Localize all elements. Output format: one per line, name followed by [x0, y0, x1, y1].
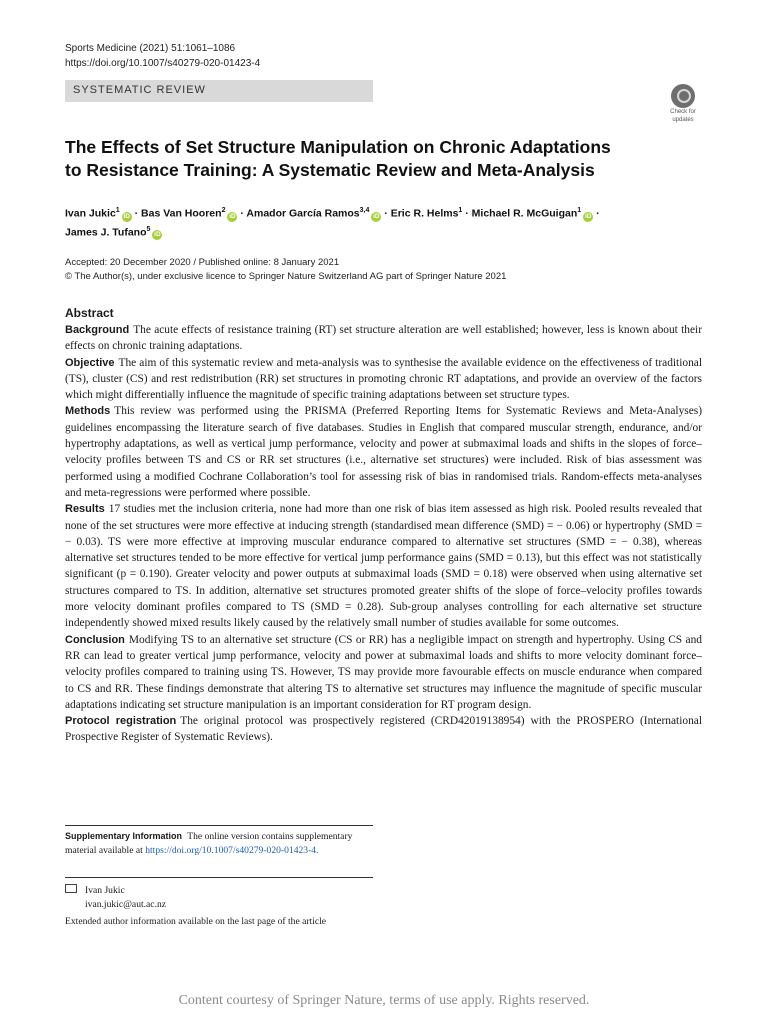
- doi-link[interactable]: https://doi.org/10.1007/s40279-020-01423-4: [65, 58, 261, 69]
- abstract-section: [65, 403, 702, 501]
- orcid-icon[interactable]: iD: [373, 212, 380, 220]
- orcid-icon[interactable]: iD: [154, 231, 161, 238]
- author-name: Eric R. Helms: [390, 207, 459, 220]
- journal-citation: Sports Medicine (2021) 51:1061–1086: [65, 43, 236, 54]
- supplementary-info: [65, 830, 373, 857]
- abstract-section: [65, 501, 702, 631]
- envelope-icon: [65, 884, 77, 893]
- author-name: James J. Tufano: [65, 226, 147, 238]
- section-text: The original protocol was prospectively registered (CRD42019138954) with the PROSPERO (International Prospective Register of Systematic Reviews).: [65, 715, 702, 744]
- orcid-icon[interactable]: iD: [584, 212, 592, 220]
- page-footer: Content courtesy of Springer Nature, terms of use apply. Rights reserved.: [178, 993, 590, 1008]
- section-text: Modifying TS to an alternative set structure (CS or RR) has a negligible impact on strength and hypertrophy. Using CS and RR can lead to greater vertical jump performance, velocity and power at submaximal loads and shifts to more velocity dominant force–velocity profiles compared to training using TS. However, TS may provide more favourable effects on muscle endurance when compared to CS and RR. These findings demonstrate that altering TS to alternative set structures may influence the magnitude of specific muscular adaptations indicating set structure manipulation is an important consideration for RT program design.: [65, 633, 702, 711]
- supplementary-link[interactable]: https://doi.org/10.1007/s40279-020-01423-4.: [145, 844, 319, 856]
- section-label: Conclusion: [65, 633, 125, 646]
- abstract-body: [65, 322, 702, 746]
- article-title: [65, 136, 665, 182]
- author-affiliation: 1: [115, 207, 120, 214]
- orcid-icon[interactable]: iD: [123, 212, 130, 220]
- accepted-published: Accepted: 20 December 2020 / Published online: 8 January 2021: [65, 257, 340, 268]
- orcid-icon[interactable]: iD: [229, 212, 236, 220]
- contact-name: Ivan Jukic: [85, 885, 125, 896]
- extended-author-info: Extended author information available on the last page of the article: [65, 916, 327, 927]
- author-name: Amador García Ramos: [246, 207, 360, 220]
- abstract-section: [65, 713, 702, 746]
- author-affiliation: 1: [577, 207, 582, 214]
- article-type-label: SYSTEMATIC REVIEW: [73, 84, 206, 96]
- section-text: This review was performed using the PRISMA (Preferred Reporting Items for Systematic Reviews and Meta-Analyses) guidelines encompassing the literature search of five databases. Studies in English that compared muscular strength, endurance, and/or hypertrophy adaptations, as well as vertical jump performance, velocity and power at submaximal loads and shifts in the slopes of force–velocity profiles between TS and CS or RR set structures (i.e., alternative set structures) were included. Risk of bias assessment was performed using a modified Cochrane Collaboration’s tool for assessing risk of bias in randomised trials. Random-effects meta-analyses and meta-regressions were performed where possible.: [65, 405, 702, 499]
- title-line-1: The Effects of Set Structure Manipulation on Chronic Adaptations: [65, 137, 611, 157]
- journal-header: [65, 41, 260, 71]
- author-affiliation: 2: [221, 207, 226, 214]
- section-label: Results: [65, 503, 105, 516]
- article-dates: [65, 256, 705, 284]
- contact-email[interactable]: ivan.jukic@aut.ac.nz: [85, 898, 167, 910]
- copyright: © The Author(s), under exclusive licence to Springer Nature Switzerland AG part of Springer Nature 2021: [65, 271, 507, 282]
- footnote-divider-2: [65, 877, 373, 878]
- footnote-divider: [65, 825, 373, 826]
- check-updates-icon: [671, 84, 695, 108]
- check-updates-line1: Check for: [670, 109, 696, 115]
- author-affiliation: 5: [146, 225, 151, 233]
- abstract-section: [65, 355, 702, 404]
- article-type-banner: [65, 80, 373, 102]
- title-line-2: to Resistance Training: A Systematic Review and Meta-Analysis: [65, 160, 595, 180]
- abstract-section: [65, 322, 702, 355]
- supplementary-label: Supplementary Information: [65, 831, 183, 841]
- author-affiliation: 1: [458, 207, 463, 214]
- supplementary-text: The online version contains supplementary material available at: [65, 831, 353, 856]
- section-text: 17 studies met the inclusion criteria, none had more than one risk of bias item assessed as high risk. Pooled results revealed that none of the set structures were more effective at inducing strength (standardised mean difference (SMD) = − 0.06) or hypertrophy (SMD = − 0.03). TS were more effective at improving muscular endurance compared to alternative set structures (SMD = − 0.38), whereas alternative set structures tended to be more effective for vertical jump performance gains (SMD = 0.13), but this effect was not statistically significant (p = 0.190). Greater velocity and power outputs at submaximal loads (SMD = 0.18) were observed when using alternative set structures compared to TS. In addition, alternative set structures promoted greater shifts of the slope of force–velocity profiles towards more velocity dominant profiles compared to TS (SMD = 0.28). Sub-group analyses controlling for each alternative set structure independently showed mixed results likely caused by the relatively small number of studies available for some outcomes.: [65, 503, 702, 630]
- section-label: Background: [65, 324, 130, 336]
- author-list: Ivan Jukic$^1$iD · Bas Van Hooren$^2$iD · Amador García Ramos$^{3,4}$iD · Eric R. Helms$^1$ · Michael R. McGuigan$^1$iD · James J. Tufano$^5$iD: [65, 207, 600, 238]
- abstract-heading: Abstract: [65, 306, 114, 320]
- check-updates-line2: updates: [672, 117, 694, 123]
- section-label: Objective: [65, 356, 115, 369]
- section-label: Protocol registration: [65, 715, 177, 728]
- section-label: Methods: [65, 405, 111, 418]
- author-name: Bas Van Hooren: [141, 207, 222, 220]
- section-text: The aim of this systematic review and meta-analysis was to synthesise the available evidence on the effectiveness of traditional (TS), cluster (CS) and rest redistribution (RR) set structures in promoting chronic RT adaptations, and provide an overview of the factors which might differentially influence the magnitude of specific training adaptations between set structure types.: [65, 356, 702, 402]
- corresponding-author: [65, 884, 166, 911]
- abstract-section: [65, 632, 702, 713]
- check-for-updates-badge[interactable]: [664, 84, 702, 124]
- author-name: Michael R. McGuigan: [471, 207, 578, 220]
- section-text: The acute effects of resistance training (RT) set structure alteration are well established; however, less is known about their effects on chronic training adaptations.: [65, 324, 702, 353]
- author-affiliation: 3,4: [359, 207, 370, 214]
- author-name: Ivan Jukic: [65, 207, 116, 220]
